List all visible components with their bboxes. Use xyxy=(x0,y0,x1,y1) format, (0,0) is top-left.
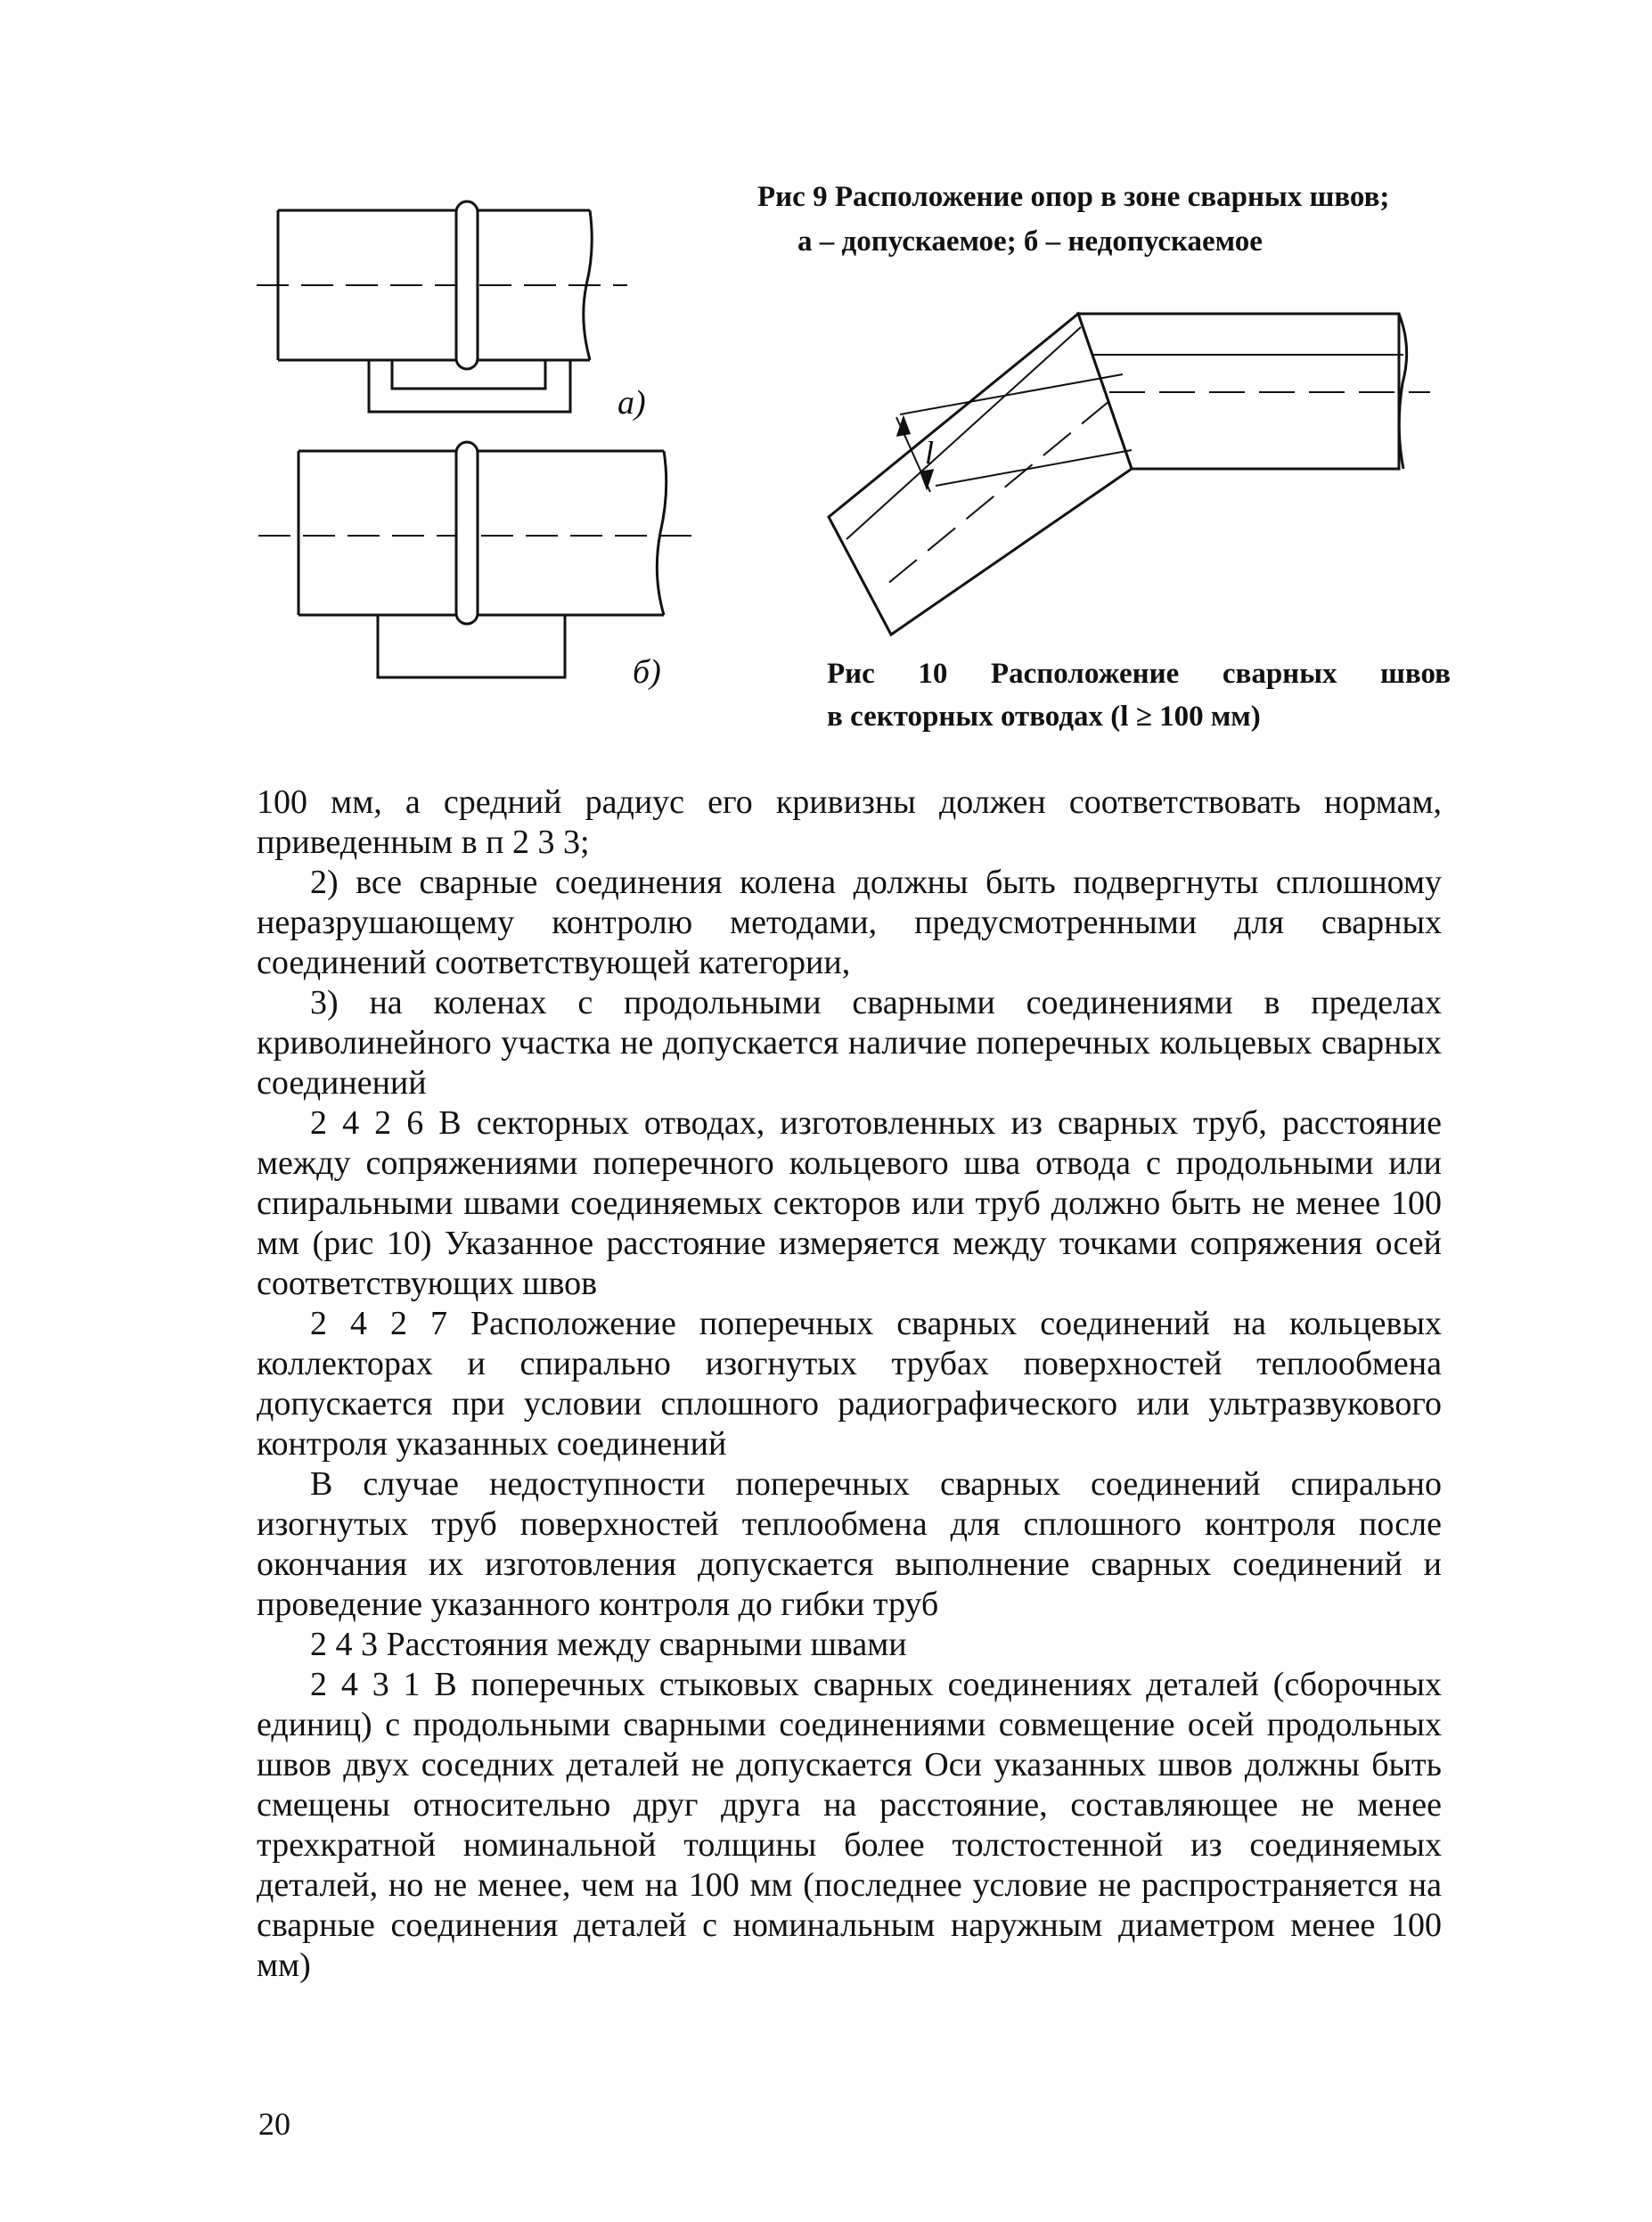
paragraph: 2 4 3 1 В поперечных стыковых сварных соединениях деталей (сборочных единиц) с продольными сварными соединениями совмещение осей продольных швов двух соседних деталей не допускается Оси указанных швов должны быть смещены относительно друг друга на расстояние, составляющее не менее трехкратной номинальной толщины более толстостенной из соединяемых деталей, но не менее, чем на 100 мм (последнее условие не распространяется на сварные соединения деталей с номинальным наружным диаметром менее 100 мм) xyxy=(257,1666,1442,1984)
paragraph: 2 4 2 6 В секторных отводах, изготовленных из сварных труб, расстояние между сопряжениями поперечного кольцевого шва отвода с продольными или спиральными швами соединяемых секторов или труб должно быть не менее 100 мм (рис 10) Указанное расстояние измеряется между точками сопряжения осей соответствующих швов xyxy=(257,1104,1442,1302)
section-heading: 2 4 3 Расстояния между сварными швами xyxy=(310,1626,907,1663)
fig10-caption-number: 10 xyxy=(918,658,948,690)
fig10-caption-line1 xyxy=(827,652,1451,695)
paragraph: 2) все сварные соединения колена должны быть подвергнуты сплошному неразрушающему контролю методами, предусмотренными для сварных соединений соответствующей категории, xyxy=(257,864,1442,981)
fig9b-weld-seam xyxy=(456,442,478,624)
fig9-caption-line2: а – допускаемое; б – недопускаемое xyxy=(797,225,1263,258)
fig9a-pipe xyxy=(257,201,627,412)
fig10-caption-word2: сварных xyxy=(1222,658,1337,690)
figure-10-diagram xyxy=(829,314,1430,635)
fig10-caption-rис: Рис xyxy=(827,658,875,690)
paragraph: 2 4 2 7 Расположение поперечных сварных соединений на кольцевых коллекторах и спирально изогнутых трубах поверхностей теплообмена допускается при условии сплошного радиографического или ультразвукового контроля указанных соединений xyxy=(257,1305,1442,1463)
fig10-caption-word1: Расположение xyxy=(990,658,1180,690)
dimension-arrow-top xyxy=(898,419,909,435)
fig10-dimension-label: l xyxy=(925,435,935,471)
paragraph: В случае недоступности поперечных сварных соединений спирально изогнутых труб поверхностей теплообмена для сплошного контроля после окончания их изготовления допускается выполнение сварных соединений и проведение указанного контроля до гибки труб xyxy=(257,1465,1442,1623)
fig9b-pipe xyxy=(258,442,704,677)
fig9b-label: б) xyxy=(633,653,661,691)
fig10-caption-line2: в секторных отводах (l ≥ 100 мм) xyxy=(827,701,1261,733)
fig9a-label: а) xyxy=(617,384,646,422)
paragraph: 3) на коленах с продольными сварными соединениями в пределах криволинейного участка не допускается наличие поперечных кольцевых сварных соединений xyxy=(257,984,1442,1102)
page-number: 20 xyxy=(258,2106,290,2142)
figure-10-caption xyxy=(827,652,1451,738)
paragraph: 100 мм, а средний радиус его кривизны должен соответствовать нормам, приведенным в п 2 3 3; xyxy=(257,783,1442,861)
figure-9-diagram xyxy=(0,0,1652,891)
figure-9-caption xyxy=(757,175,1506,264)
body-text xyxy=(257,783,1442,1986)
fig9-caption-line1: Рис 9 Расположение опор в зоне сварных швов; xyxy=(757,181,1390,213)
fig9a-weld-seam xyxy=(456,201,478,369)
fig10-caption-word3: швов xyxy=(1380,658,1451,690)
